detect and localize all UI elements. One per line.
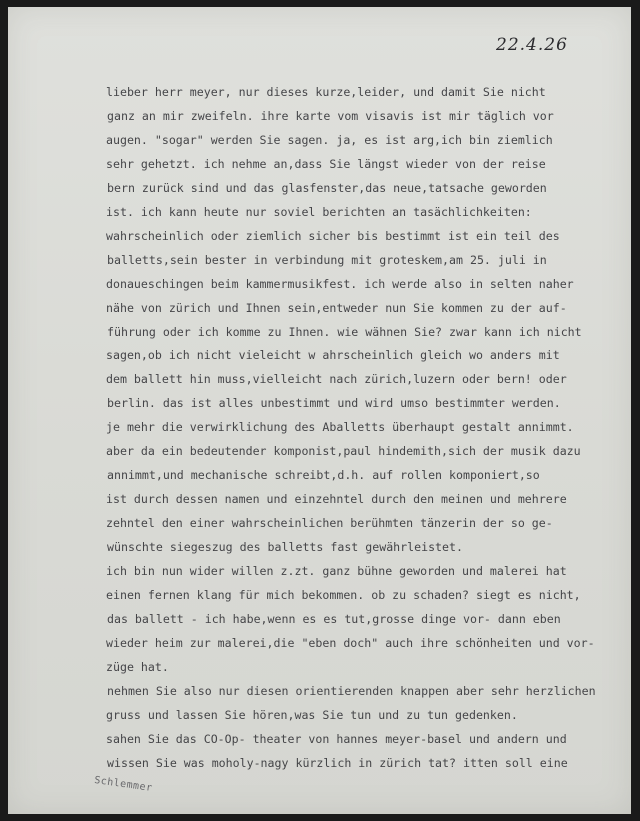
letter-line: ist. ich kann heute nur soviel berichten an tasächlichkeiten: — [106, 204, 532, 219]
letter-line: annimmt,und mechanische schreibt,d.h. auf rollen komponiert,so — [107, 468, 540, 483]
letter-line: das ballett - ich habe,wenn es es tut,grosse dinge vor- dann eben — [107, 611, 561, 626]
letter-line: führung oder ich komme zu Ihnen. wie wähnen Sie? zwar kann ich nicht — [107, 324, 582, 339]
letter-line: zehntel den einer wahrscheinlichen berühmten tänzerin der so ge- — [106, 516, 553, 531]
letter-line: sahen Sie das CO-Op- theater von hannes meyer-basel und andern und — [106, 731, 567, 746]
letter-line: wünschte siegeszug des balletts fast gewährleistet. — [107, 540, 463, 555]
letter-line: nähe von zürich und Ihnen sein,entweder nun Sie kommen zu der auf- — [106, 300, 567, 315]
letter-line: augen. "sogar" werden Sie sagen. ja, es ist arg,ich bin ziemlich — [106, 132, 553, 147]
letter-line: wieder heim zur malerei,die "eben doch" auch ihre schönheiten und vor- — [106, 635, 595, 650]
letter-line: bern zurück sind und das glasfenster,das neue,tatsache geworden — [107, 180, 547, 195]
letter-line: je mehr die verwirklichung des Aballetts überhaupt gestalt annimmt. — [106, 420, 574, 435]
typed-letter-body — [8, 7, 631, 814]
letter-line: züge hat. — [106, 659, 169, 674]
letter-line: sagen,ob ich nicht vieleicht w ahrscheinlich gleich wo anders mit — [106, 348, 560, 363]
letter-line: wahrscheinlich oder ziemlich sicher bis bestimmt ist ein teil des — [106, 228, 560, 243]
letter-line: nehmen Sie also nur diesen orientierenden knappen aber sehr herzlichen — [107, 683, 596, 698]
letter-line: einen fernen klang für mich bekommen. ob zu schaden? siegt es nicht, — [106, 587, 581, 602]
letter-line: berlin. das ist alles unbestimmt und wird umso bestimmter werden. — [107, 396, 561, 411]
letter-line: aber da ein bedeutender komponist,paul hindemith,sich der musik dazu — [106, 444, 581, 459]
letter-line: sehr gehetzt. ich nehme an,dass Sie längst wieder von der reise — [106, 156, 546, 171]
letter-line: dem ballett hin muss,vielleicht nach zürich,luzern oder bern! oder — [106, 372, 567, 387]
letter-line: balletts,sein bester in verbindung mit groteskem,am 25. juli in — [107, 252, 547, 267]
letter-line: ist durch dessen namen und einzehntel durch den meinen und mehrere — [106, 492, 567, 507]
archive-stamp: Schlemmer — [93, 774, 154, 795]
handwritten-date: 22.4.26 — [496, 35, 568, 55]
letter-line: wissen Sie was moholy-nagy kürzlich in zürich tat? itten soll eine — [107, 755, 568, 770]
letter-line: ganz an mir zweifeln. ihre karte vom visavis ist mir täglich vor — [107, 108, 554, 123]
letter-line: donaueschingen beim kammermusikfest. ich werde also in selten naher — [106, 276, 574, 291]
letter-line: lieber herr meyer, nur dieses kurze,leider, und damit Sie nicht — [106, 85, 546, 99]
letter-line: ich bin nun wider willen z.zt. ganz bühne geworden und malerei hat — [106, 564, 567, 578]
letter-line: gruss und lassen Sie hören,was Sie tun und zu tun gedenken. — [106, 707, 518, 722]
letter-page — [8, 7, 631, 814]
